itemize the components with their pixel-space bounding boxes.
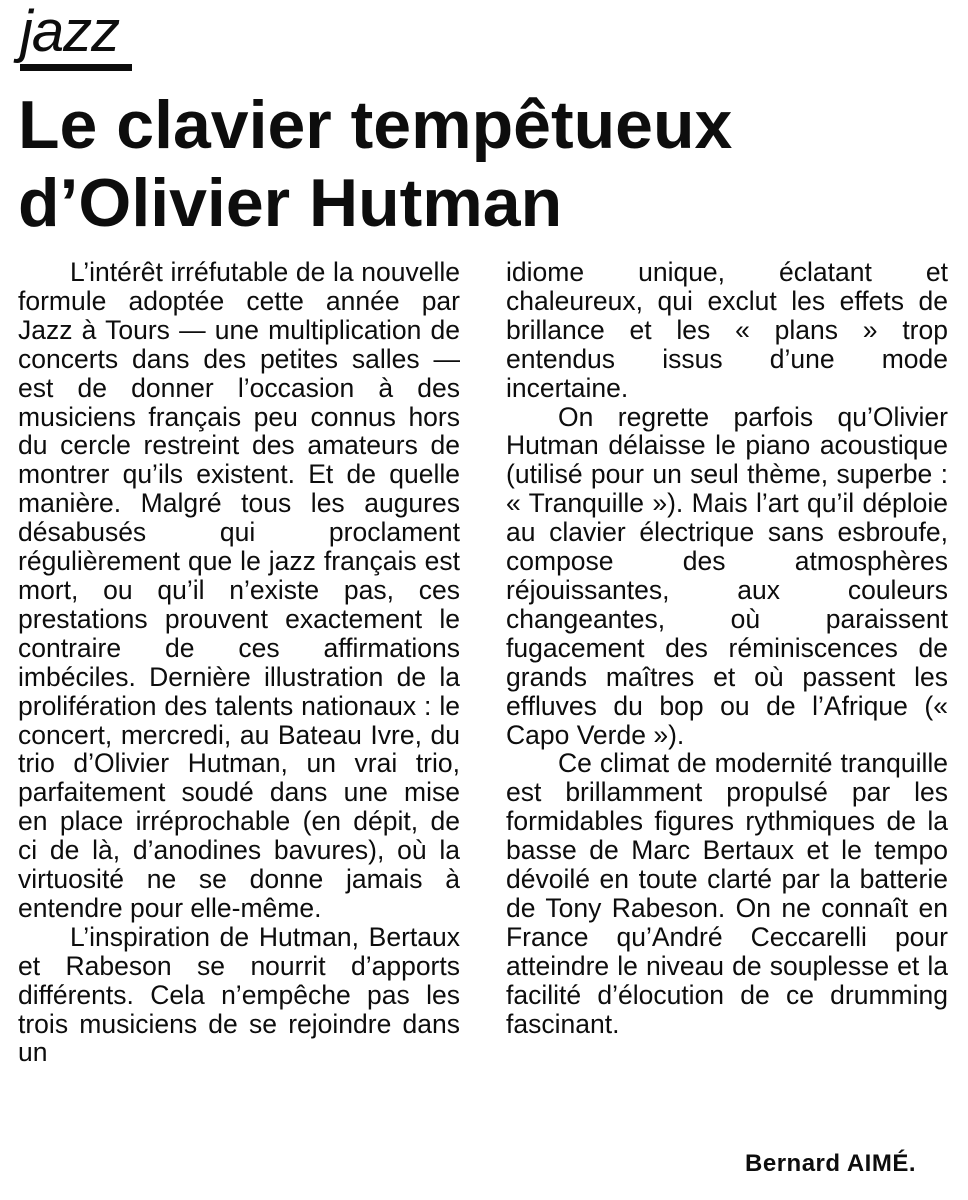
paragraph-2-continued: idiome unique, éclatant et chaleureux, qui exclut les effets de brillance et les « plans » trop entendus issus d’une mode incertaine.	[506, 257, 948, 403]
headline-line-1: Le clavier tempêtueux	[18, 87, 733, 163]
rubric-underline	[20, 64, 132, 71]
left-column	[18, 258, 460, 1067]
paragraph-2: L’inspiration de Hutman, Bertaux et Rabeson se nourrit d’apports différents. Cela n’empêche pas les trois musiciens de se rejoindre dans un	[18, 921, 460, 1068]
paragraph-1: L’intérêt irréfutable de la nouvelle formule adoptée cette année par Jazz à Tours — une multiplication de concerts dans des petites salles — est de donner l’occasion à des musiciens français peu connus hors du cercle restreint des amateurs de montrer qu’ils existent. Et de quelle manière. Malgré tous les augures désabusés qui proclament régulièrement que le jazz français est mort, ou qu’il n’existe pas, ces prestations prouvent exactement le contraire de ces affirmations imbéciles. Dernière illustration de la prolifération des talents nationaux : le concert, mercredi, au Bateau Ivre, du trio d’Olivier Hutman, un vrai trio, parfaitement soudé dans une mise en place irréprochable (en dépit, de ci de là, d’anodines bavures), où la virtuosité ne se donne jamais à entendre pour elle-même.	[18, 257, 460, 923]
headline-line-2: d’Olivier Hutman	[18, 165, 563, 241]
section-rubric: jazz	[20, 0, 120, 64]
paragraph-3: On regrette parfois qu’Olivier Hutman délaisse le piano acoustique (utilisé pour un seul thème, superbe : « Tranquille »). Mais l’art qu’il déploie au clavier électrique sans esbroufe, compose des atmosphères réjouissantes, aux couleurs changeantes, où paraissent fugacement des réminiscences de grands maîtres et où passent les effluves du bop ou de l’Afrique (« Capo Verde »).	[506, 401, 948, 750]
author-signature: Bernard AIMÉ.	[745, 1150, 916, 1177]
paragraph-4: Ce climat de modernité tranquille est brillamment propulsé par les formidables figures rythmiques de la basse de Marc Bertaux et le tempo dévoilé en toute clarté par la batterie de Tony Rabeson. On ne connaît en France qu’André Ceccarelli pour atteindre le niveau de souplesse et la facilité d’élocution de ce drumming fascinant.	[506, 748, 948, 1039]
article-headline	[18, 86, 958, 242]
right-column	[506, 258, 948, 1038]
